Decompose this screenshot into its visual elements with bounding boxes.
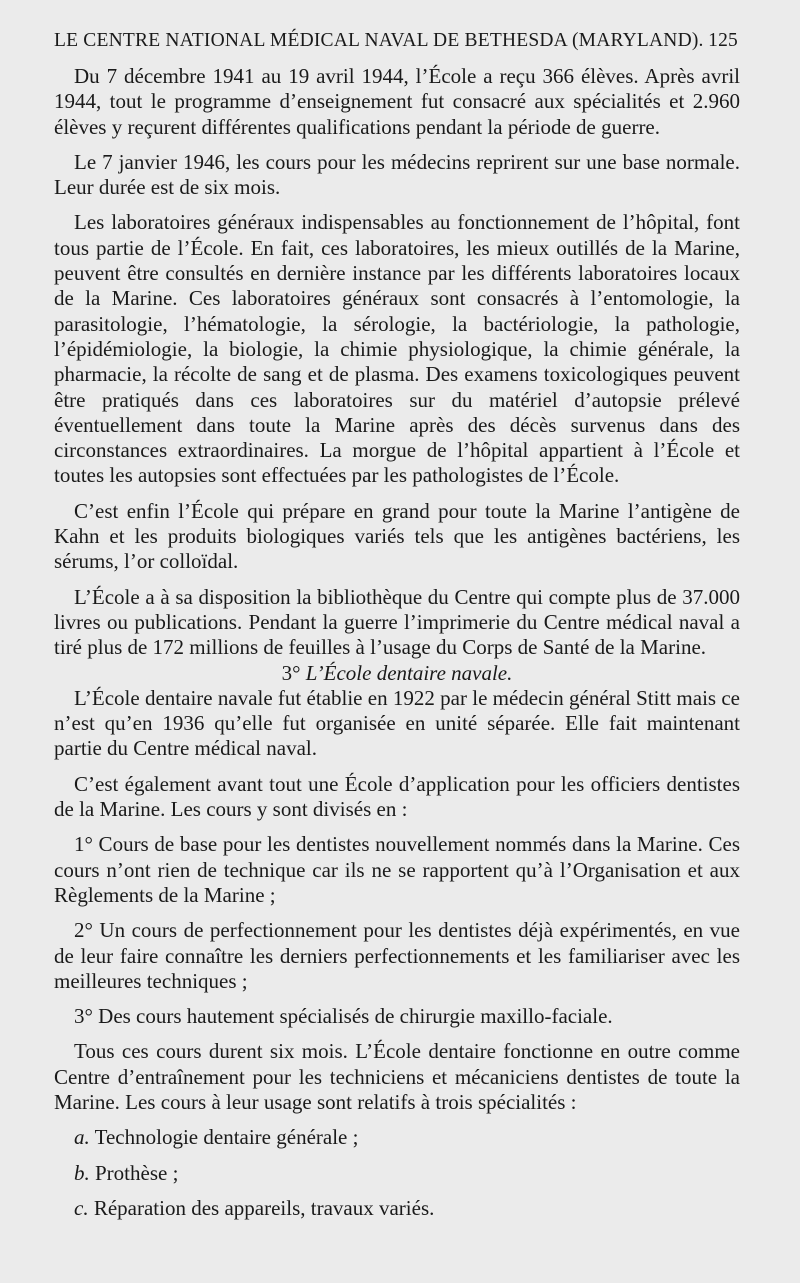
specialty-text: Prothèse ;	[95, 1160, 179, 1185]
paragraph: L’École a à sa disposition la bibliothèque du Centre qui compte plus de 37.000 livres ou publications. Pendant la guerre l’imprimerie du Centre médical naval a tiré plus de 172 millions de feuilles à l’usage du Corps de Santé de la Marine.	[54, 584, 740, 660]
paragraph: Le 7 janvier 1946, les cours pour les médecins reprirent sur une base normale. Leur durée est de six mois.	[54, 149, 740, 200]
paragraph: C’est enfin l’École qui prépare en grand pour toute la Marine l’antigène de Kahn et les produits biologiques variés tels que les antigènes bactériens, les sérums, l’or colloïdal.	[54, 498, 740, 574]
specialty-item	[54, 1125, 740, 1150]
specialty-text: Réparation des appareils, travaux variés.	[93, 1195, 435, 1220]
course-item: 1° Cours de base pour les dentistes nouvellement nommés dans la Marine. Ces cours n’ont rien de technique car ils ne se rapportent qu’à l’Organisation et aux Règlements de la Marine ;	[54, 832, 740, 907]
section-heading	[54, 661, 740, 686]
running-title: LE CENTRE NATIONAL MÉDICAL NAVAL DE BETHESDA (MARYLAND).	[54, 30, 704, 51]
section-number: 3°	[281, 660, 301, 685]
specialty-item	[54, 1196, 740, 1221]
course-item: 2° Un cours de perfectionnement pour les dentistes déjà expérimentés, en vue de leur faire connaître les derniers perfectionnements et les familiariser avec les meilleures techniques ;	[54, 918, 740, 993]
specialty-letter: a.	[74, 1125, 90, 1150]
specialty-item	[54, 1161, 740, 1186]
page-number: 125	[708, 30, 738, 51]
running-header	[54, 30, 738, 52]
specialty-letter: b.	[74, 1160, 90, 1185]
paragraph: L’École dentaire navale fut établie en 1922 par le médecin général Stitt mais ce n’est qu’en 1936 qu’elle fut organisée en unité séparée. Elle fait maintenant partie du Centre médical naval.	[54, 685, 740, 761]
paragraph: Tous ces cours durent six mois. L’École dentaire fonctionne en outre comme Centre d’entraînement pour les techniciens et mécaniciens dentistes de toute la Marine. Les cours à leur usage sont relatifs à trois spécialités :	[54, 1039, 740, 1114]
paragraph: Du 7 décembre 1941 au 19 avril 1944, l’École a reçu 366 élèves. Après avril 1944, tout le programme d’enseignement fut consacré aux spécialités et 2.960 élèves y reçurent différentes qualifications pendant la période de guerre.	[54, 64, 740, 139]
body-text	[54, 64, 740, 1221]
specialty-text: Technologie dentaire générale ;	[94, 1125, 359, 1150]
section-title: L’École dentaire navale.	[305, 660, 513, 685]
paragraph: C’est également avant tout une École d’application pour les officiers dentistes de la Marine. Les cours y sont divisés en :	[54, 771, 740, 822]
course-item: 3° Des cours hautement spécialisés de chirurgie maxillo-faciale.	[74, 1004, 613, 1029]
paragraph: Les laboratoires généraux indispensables au fonctionnement de l’hôpital, font tous partie de l’École. En fait, ces laboratoires, les mieux outillés de la Marine, peuvent être consultés en dernière instance par les différents laboratoires locaux de la Marine. Ces laboratoires généraux sont consacrés à l’entomologie, la parasitologie, l’hématologie, la sérologie, la bactériologie, la pathologie, l’épidémiologie, la biologie, la chimie physiologique, la chimie générale, la pharmacie, la récolte de sang et de plasma. Des examens toxicologiques peuvent être pratiqués dans ces laboratoires sur du matériel d’autopsie prélevé éventuellement dans toute la Marine après des décès survenus dans des circonstances extraordinaires. La morgue de l’hôpital appartient à l’École et toutes les autopsies sont effectuées par les pathologistes de l’École.	[54, 210, 740, 488]
specialty-letter: c.	[74, 1195, 89, 1220]
